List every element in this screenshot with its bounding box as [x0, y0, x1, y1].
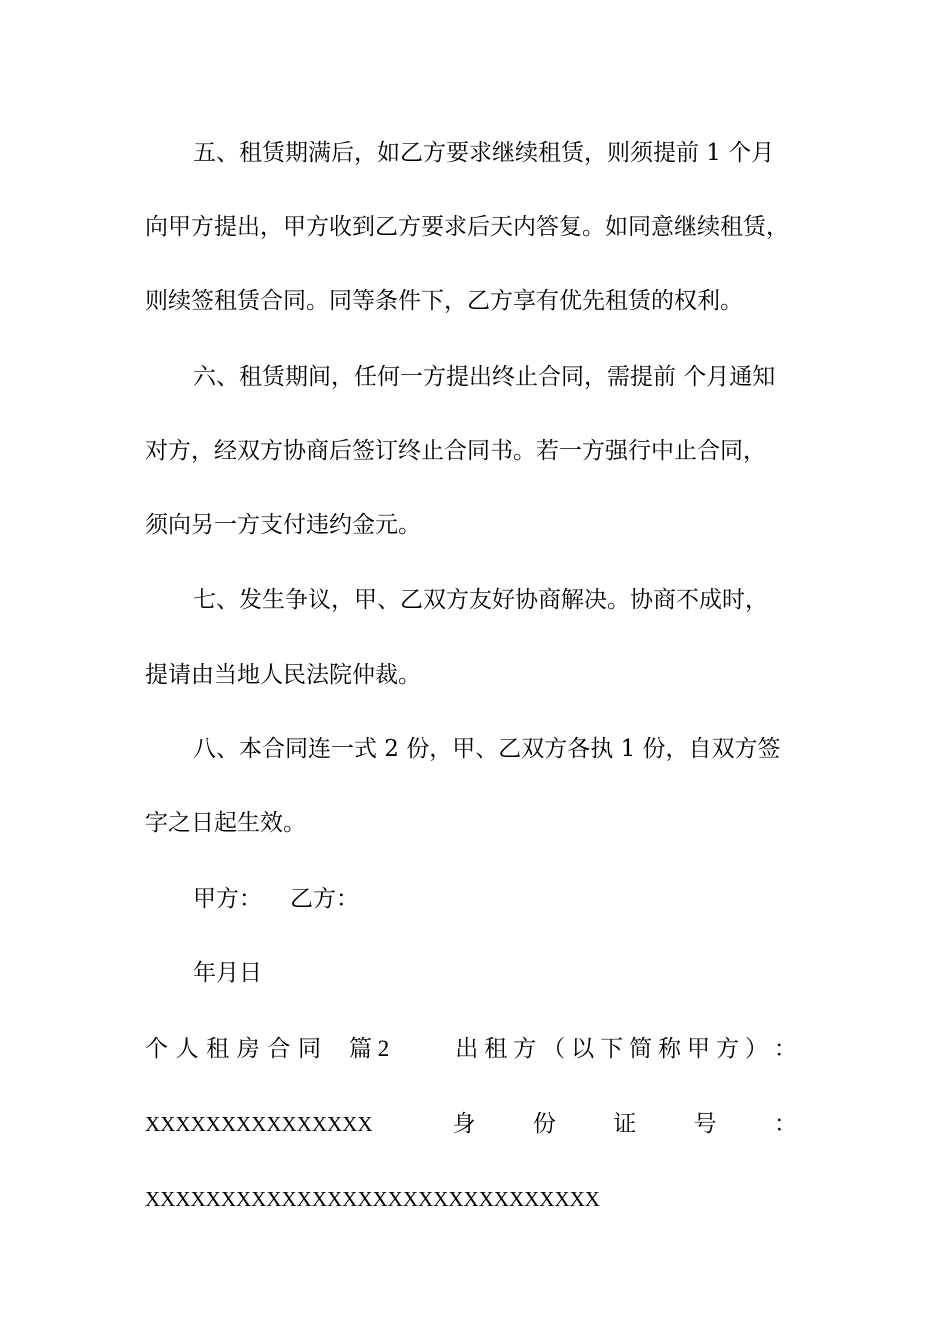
- id-number-label-char: 份: [532, 1111, 556, 1137]
- lessor-label-char: 甲: [687, 1036, 710, 1062]
- signature-date: 年月日: [193, 960, 262, 986]
- lessor-label-char: 方: [715, 1036, 739, 1062]
- party-a-label: 甲方：: [193, 886, 262, 912]
- party-b-label: 乙方：: [290, 886, 359, 912]
- lessor-label: [455, 1034, 797, 1064]
- lessor-label-char: 下: [600, 1036, 624, 1062]
- signature-row: [193, 884, 805, 914]
- lessor-label-char: 出: [455, 1036, 479, 1062]
- lessor-label-char: 称: [658, 1036, 682, 1062]
- masked-lessor-name: XXXXXXXXXXXXXXX: [145, 1112, 373, 1136]
- clause-6-line-1: 六、租赁期间，任何一方提出终止合同，需提前 个月通知: [193, 364, 776, 390]
- lessor-label-char: 方: [513, 1036, 537, 1062]
- id-number-label-char: 号: [693, 1111, 717, 1137]
- id-number-label-char: 证: [613, 1111, 637, 1137]
- lessor-label-char: 以: [571, 1036, 595, 1062]
- contract-2-title-char: 租: [206, 1036, 230, 1062]
- clause-6-line-3: 须向另一方支付违约金元。: [145, 512, 421, 538]
- clause-7-line-1: 七、发生争议，甲、乙双方友好协商解决。协商不成时，: [193, 587, 768, 613]
- id-number-label-char: ：: [773, 1111, 797, 1137]
- lessor-label-char: 简: [629, 1036, 653, 1062]
- contract-2-title: [145, 1034, 321, 1064]
- contract-2-title-char: 合: [267, 1036, 291, 1062]
- clause-5-line-1: 五、租赁期满后，如乙方要求继续租赁，则须提前 1 个月: [193, 140, 775, 166]
- clause-5-line-3: 则续签租赁合同。同等条件下，乙方享有优先租赁的权利。: [145, 288, 743, 314]
- lessor-label-char: ：: [773, 1036, 797, 1062]
- clause-6-line-2: 对方，经双方协商后签订终止合同书。若一方强行中止合同，: [145, 438, 766, 464]
- contract-2-section: 篇 2: [349, 1036, 390, 1061]
- clause-7-line-2: 提请由当地人民法院仲裁。: [145, 662, 421, 688]
- masked-id-number: XXXXXXXXXXXXXXXXXXXXXXXXXXXXXX: [145, 1187, 600, 1211]
- clause-8-line-1: 八、本合同连一式 2 份，甲、乙双方各执 1 份，自双方签: [193, 736, 781, 762]
- clause-5-line-2: 向甲方提出，甲方收到乙方要求后天内答复。如同意继续租赁，: [145, 214, 789, 240]
- contract-2-header: [145, 1034, 805, 1064]
- contract-2-title-char: 人: [175, 1036, 199, 1062]
- id-number-label: [452, 1109, 797, 1139]
- lessor-id-row: [145, 1109, 805, 1139]
- lessor-label-char: 租: [484, 1036, 508, 1062]
- clause-8-line-2: 字之日起生效。: [145, 810, 306, 836]
- lessor-label-char: （: [542, 1036, 566, 1062]
- contract-2-title-char: 房: [236, 1036, 260, 1062]
- contract-2-title-char: 个: [145, 1036, 168, 1062]
- contract-2-title-char: 同: [297, 1036, 321, 1062]
- id-number-label-char: 身: [452, 1111, 476, 1137]
- lessor-label-char: ）: [744, 1036, 768, 1062]
